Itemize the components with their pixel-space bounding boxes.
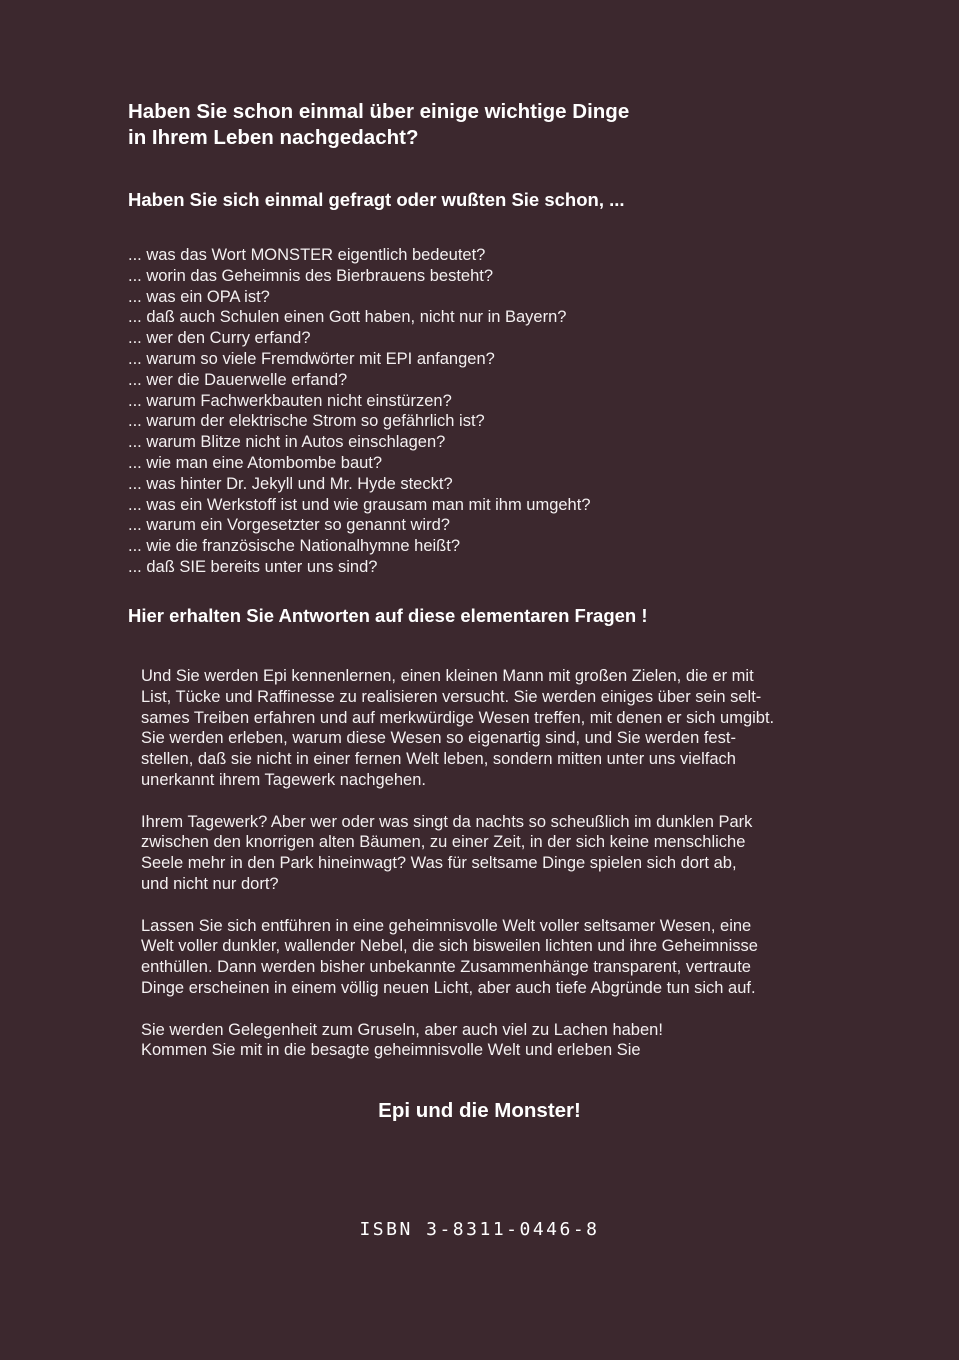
question-item: ... warum ein Vorgesetzter so genannt wird? bbox=[128, 516, 450, 535]
question-item: ... was hinter Dr. Jekyll und Mr. Hyde steckt? bbox=[128, 474, 453, 493]
blurb bbox=[141, 666, 861, 1082]
question-item: ... warum so viele Fremdwörter mit EPI anfangen? bbox=[128, 349, 495, 368]
question-item: ... wie man eine Atombombe baut? bbox=[128, 453, 383, 472]
blurb-paragraph-2 bbox=[141, 812, 861, 895]
text-line: Sie werden erleben, warum diese Wesen so eigenartig sind, und Sie werden fest- bbox=[141, 729, 736, 748]
blurb-paragraph-4 bbox=[141, 1020, 861, 1062]
main-heading-line-2: in Ihrem Leben nachgedacht? bbox=[128, 126, 419, 149]
main-heading bbox=[128, 99, 828, 151]
text-line: Und Sie werden Epi kennenlernen, einen kleinen Mann mit großen Zielen, die er mit bbox=[141, 667, 754, 685]
text-line: Lassen Sie sich entführen in eine geheimnisvolle Welt voller seltsamer Wesen, eine bbox=[141, 916, 752, 935]
text-line: und nicht nur dort? bbox=[141, 874, 279, 893]
text-line: Kommen Sie mit in die besagte geheimnisvolle Welt und erleben Sie bbox=[141, 1041, 641, 1060]
question-item: ... warum Blitze nicht in Autos einschlagen? bbox=[128, 433, 446, 452]
book-title: Epi und die Monster! bbox=[378, 1099, 581, 1122]
text-line: Dinge erscheinen in einem völlig neuen Licht, aber auch tiefe Abgründe tun sich auf. bbox=[141, 978, 756, 997]
question-item: ... wer den Curry erfand? bbox=[128, 329, 311, 348]
question-item: ... daß auch Schulen einen Gott haben, nicht nur in Bayern? bbox=[128, 308, 567, 327]
text-line: sames Treiben erfahren und auf merkwürdige Wesen treffen, mit denen er sich umgibt. bbox=[141, 708, 775, 727]
sub-heading: Haben Sie sich einmal gefragt oder wußten Sie schon, ... bbox=[128, 189, 625, 210]
question-item: ... was ein Werkstoff ist und wie grausam man mit ihm umgeht? bbox=[128, 495, 591, 514]
text-line: Sie werden Gelegenheit zum Gruseln, aber auch viel zu Lachen haben! bbox=[141, 1020, 663, 1039]
question-item: ... wer die Dauerwelle erfand? bbox=[128, 370, 348, 389]
question-item: ... wie die französische Nationalhymne heißt? bbox=[128, 537, 460, 556]
main-heading-line-1: Haben Sie schon einmal über einige wichtige Dinge bbox=[128, 100, 630, 123]
blurb-paragraph-1 bbox=[141, 666, 861, 791]
question-item: ... warum der elektrische Strom so gefährlich ist? bbox=[128, 412, 485, 431]
isbn-number: ISBN 3-8311-0446-8 bbox=[359, 1219, 600, 1240]
text-line: stellen, daß sie nicht in einer fernen Welt leben, sondern mitten unter uns vielfach bbox=[141, 750, 736, 769]
answers-heading: Hier erhalten Sie Antworten auf diese elementaren Fragen ! bbox=[128, 605, 648, 626]
question-item: ... worin das Geheimnis des Bierbrauens besteht? bbox=[128, 266, 494, 285]
text-line: List, Tücke und Raffinesse zu realisieren versucht. Sie werden einiges über sein selt- bbox=[141, 687, 762, 706]
question-item: ... was das Wort MONSTER eigentlich bedeutet? bbox=[128, 246, 486, 264]
text-line: enthüllen. Dann werden bisher unbekannte Zusammenhänge transparent, vertraute bbox=[141, 958, 751, 977]
text-line: unerkannt ihrem Tagewerk nachgehen. bbox=[141, 770, 426, 789]
text-line: Seele mehr in den Park hineinwagt? Was für seltsame Dinge spielen sich dort ab, bbox=[141, 854, 737, 873]
question-item: ... was ein OPA ist? bbox=[128, 287, 270, 306]
question-item: ... daß SIE bereits unter uns sind? bbox=[128, 557, 378, 576]
text-line: Welt voller dunkler, wallender Nebel, die sich bisweilen lichten und ihre Geheimnisse bbox=[141, 937, 758, 956]
text-line: zwischen den knorrigen alten Bäumen, zu einer Zeit, in der sich keine menschliche bbox=[141, 833, 746, 852]
question-list bbox=[128, 245, 828, 578]
blurb-paragraph-3 bbox=[141, 916, 861, 999]
text-line: Ihrem Tagewerk? Aber wer oder was singt da nachts so scheußlich im dunklen Park bbox=[141, 812, 753, 831]
question-item: ... warum Fachwerkbauten nicht einstürzen? bbox=[128, 391, 452, 410]
